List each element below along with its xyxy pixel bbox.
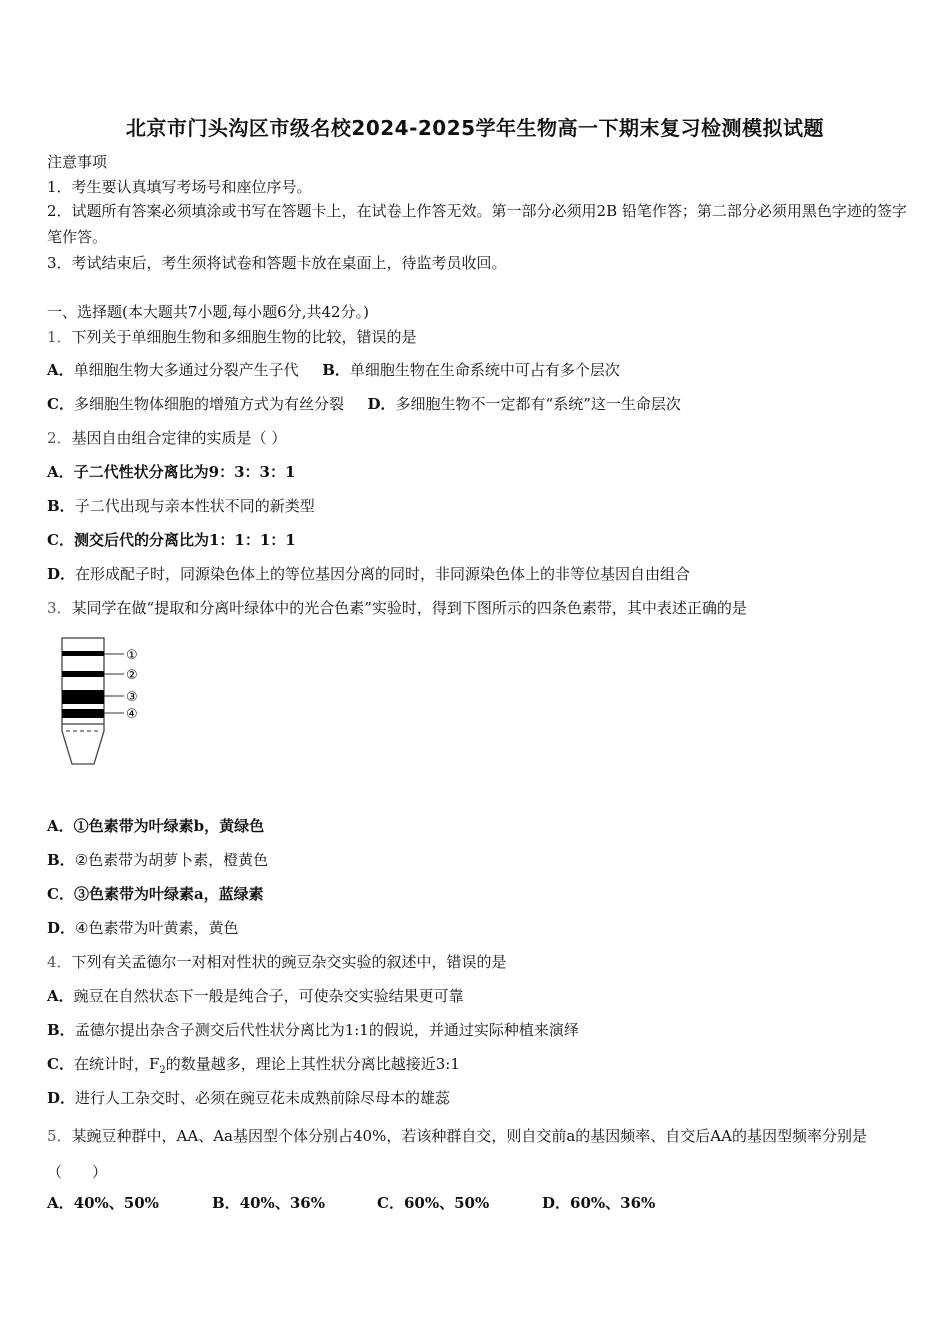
option-c[interactable]: C．③色素带为叶绿素a，蓝绿素 xyxy=(47,885,264,903)
question-text: 下列关于单细胞生物和多细胞生物的比较，错误的是 xyxy=(71,328,417,346)
option-d[interactable]: D．60%、36% xyxy=(542,1194,656,1212)
notice-heading: 注意事项 xyxy=(47,153,108,171)
option-b[interactable]: B．孟德尔提出杂含子测交后代性状分离比为1:1的假说，并通过实际种植来演绎 xyxy=(47,1021,579,1039)
option-b[interactable]: B．②色素带为胡萝卜素，橙黄色 xyxy=(47,851,269,869)
option-d[interactable]: D．④色素带为叶黄素，黄色 xyxy=(47,919,239,937)
question-5-options xyxy=(47,1192,707,1213)
notice-item-3: 3．考试结束后，考生须将试卷和答题卡放在桌面上，待监考员收回。 xyxy=(47,254,507,272)
question-number: 2． xyxy=(47,429,72,447)
question-2 xyxy=(47,427,286,448)
pigment-band-4 xyxy=(62,709,104,718)
option-a[interactable]: A．豌豆在自然状态下一般是纯合子，可使杂交实验结果更可靠 xyxy=(47,987,464,1005)
question-text: 下列有关孟德尔一对相对性状的豌豆杂交实验的叙述中，错误的是 xyxy=(71,953,507,971)
question-text: 基因自由组合定律的实质是（ ） xyxy=(71,429,287,447)
option-d[interactable]: D．进行人工杂交时、必须在豌豆花未成熟前除尽母本的雄蕊 xyxy=(47,1089,451,1107)
option-b[interactable]: B．单细胞生物在生命系统中可占有多个层次 xyxy=(322,361,620,379)
pigment-band-1 xyxy=(62,651,104,656)
question-4 xyxy=(47,951,507,972)
pigment-band-2 xyxy=(62,671,104,677)
option-d[interactable]: D．多细胞生物不一定都有“系统”这一生命层次 xyxy=(367,395,681,413)
page-title: 北京市门头沟区市级名校2024-2025学年生物高一下期末复习检测模拟试题 xyxy=(125,116,825,140)
option-c[interactable]: C．测交后代的分离比为1：1：1：1 xyxy=(47,531,296,549)
question-1-options-row-2 xyxy=(47,393,681,414)
question-number: 3． xyxy=(47,599,72,617)
section-heading: 一、选择题(本大题共7小题,每小题6分,共42分。) xyxy=(47,303,369,321)
question-text: 某同学在做“提取和分离叶绿体中的光合色素”实验时，得到下图所示的四条色素带，其中表述正确的是 xyxy=(71,599,747,617)
option-a[interactable]: A．①色素带为叶绿素b，黄绿色 xyxy=(47,817,265,835)
option-c[interactable]: C．在统计时，$F_2$的数量越多，理论上其性状分离比越接近3:1 xyxy=(47,1055,460,1076)
option-c[interactable]: C．多细胞生物体细胞的增殖方式为有丝分裂 xyxy=(47,395,344,413)
pigment-band-3 xyxy=(62,690,104,704)
question-1 xyxy=(47,326,417,347)
question-number: 1． xyxy=(47,328,72,346)
band-label-2: ② xyxy=(126,668,138,683)
question-text: 某豌豆种群中，AA、Aa基因型个体分别占40%，若该种群自交，则自交前a的基因频率、自交后AA的基因型频率分别是（ ） xyxy=(47,1127,867,1181)
option-a[interactable]: A．单细胞生物大多通过分裂产生子代 xyxy=(47,361,299,379)
notice-item-1: 1．考生要认真填写考场号和座位序号。 xyxy=(47,178,312,196)
option-a[interactable]: A．子二代性状分离比为9：3：3：1 xyxy=(47,463,296,481)
option-c[interactable]: C．60%、50% xyxy=(377,1194,490,1212)
option-d[interactable]: D．在形成配子时，同源染色体上的等位基因分离的同时，非同源染色体上的非等位基因自由组合 xyxy=(47,565,691,583)
band-label-4: ④ xyxy=(126,707,138,722)
band-label-3: ③ xyxy=(126,690,138,705)
option-b[interactable]: B．40%、36% xyxy=(212,1194,325,1212)
option-b[interactable]: B．子二代出现与亲本性状不同的新类型 xyxy=(47,497,315,515)
notice-item-2: 2．试题所有答案必须填涂或书写在答题卡上，在试卷上作答无效。第一部分必须用2B 铅笔作答；第二部分必须用黑色字迹的签字笔作答。 xyxy=(47,202,907,246)
question-1-options-row-1 xyxy=(47,359,620,380)
question-3 xyxy=(47,597,747,618)
question-number: 4． xyxy=(47,953,72,971)
question-number: 5． xyxy=(47,1127,72,1145)
option-a[interactable]: A．40%、50% xyxy=(47,1194,159,1212)
strip-tip xyxy=(62,724,104,764)
band-label-1: ① xyxy=(126,648,138,663)
question-5 xyxy=(47,1118,907,1190)
chromatography-strip-diagram xyxy=(44,632,154,772)
